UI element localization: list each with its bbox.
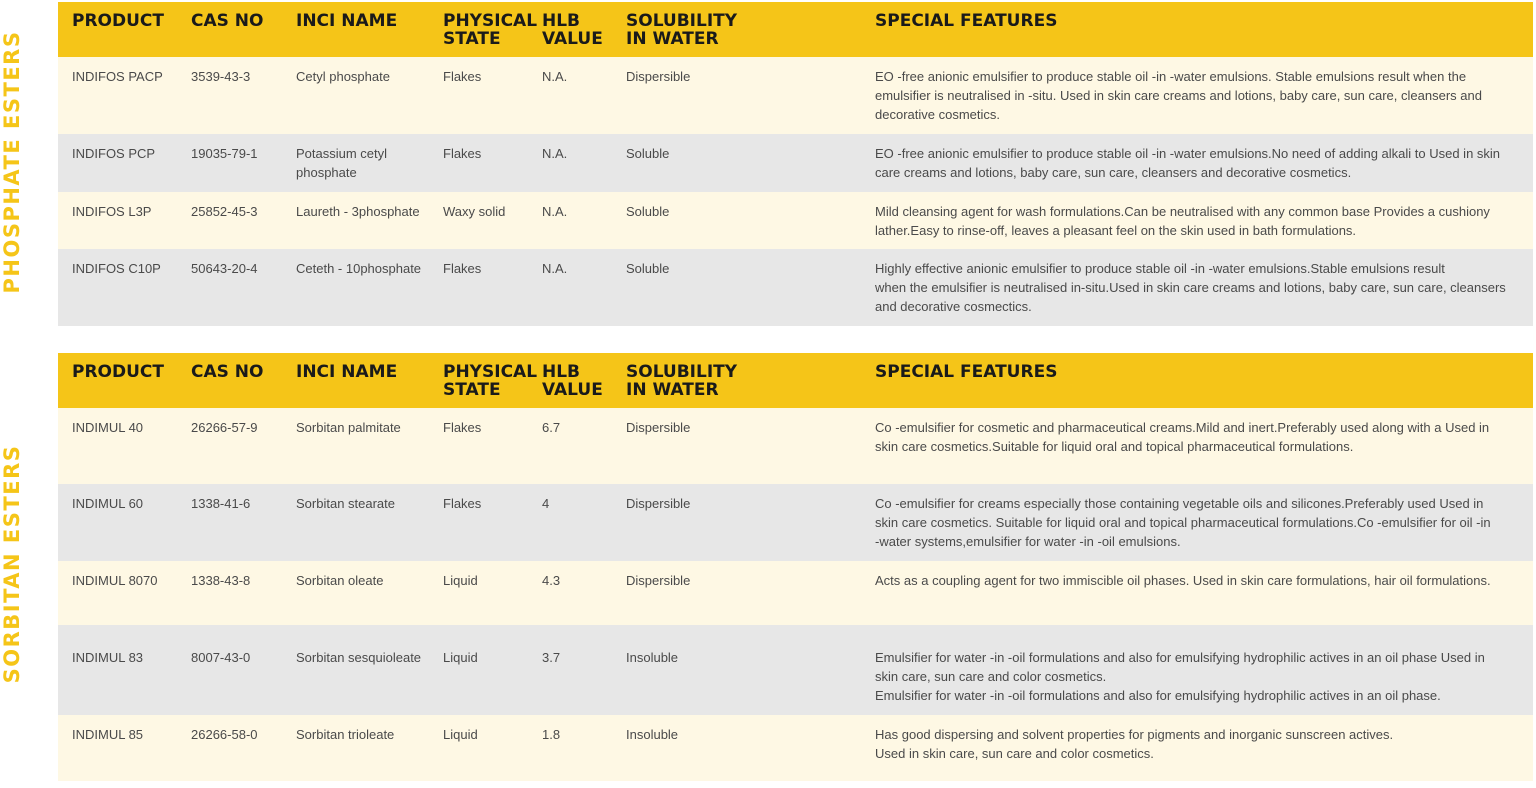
header-cas-no: CAS NO [191,362,264,382]
cell-solubility: Dispersible [626,573,691,588]
side-label-phosphate-esters: PHOSPHATE ESTERS [0,30,24,294]
table-row [58,484,1533,561]
cell-cas-no: 50643-20-4 [191,261,258,276]
cell-physical-state: Flakes [443,69,482,84]
cell-cas-no: 3539-43-3 [191,69,251,84]
cell-special-features: EO -free anionic emulsifier to produce stable oil -in -water emulsions.No need of adding alkali to Used in skin care creams and lotions, baby care, sun care, cleansers and decorative cosmetics. [875,146,1501,180]
cell-special-features: Mild cleansing agent for wash formulations.Can be neutralised with any common base Provides a cushiony lather.Easy to rinse-off, leaves a pleasant feel on the skin used in bath formulations. [875,204,1490,238]
cell-physical-state: Flakes [443,146,482,161]
cell-product: INDIMUL 40 [72,420,144,435]
cell-product: INDIMUL 85 [72,727,144,742]
header-solubility: SOLUBILITY IN WATER [626,362,738,400]
cell-product: INDIFOS L3P [72,204,152,219]
header-special-features: SPECIAL FEATURES [875,11,1058,31]
cell-hlb-value: N.A. [542,69,568,84]
cell-inci-name: Sorbitan sesquioleate [296,650,422,665]
cell-product: INDIMUL 83 [72,650,144,665]
side-label-sorbitan-esters: SORBITAN ESTERS [0,444,24,684]
table-row [58,57,1533,134]
cell-cas-no: 19035-79-1 [191,146,258,161]
cell-solubility: Insoluble [626,650,679,665]
table-row [58,408,1533,484]
cell-solubility: Insoluble [626,727,679,742]
header-inci-name: INCI NAME [296,362,398,382]
table-row [58,561,1533,625]
cell-cas-no: 26266-58-0 [191,727,258,742]
cell-solubility: Soluble [626,261,670,276]
table-row [58,192,1533,249]
cell-product: INDIFOS C10P [72,261,161,276]
header-hlb-value: HLB VALUE [542,11,603,49]
cell-inci-name: Potassium cetyl phosphate [296,146,388,180]
table-row [58,249,1533,326]
cell-hlb-value: N.A. [542,261,568,276]
cell-solubility: Soluble [626,146,670,161]
header-cas-no: CAS NO [191,11,264,31]
cell-hlb-value: N.A. [542,146,568,161]
cell-cas-no: 1338-41-6 [191,496,251,511]
cell-special-features: Acts as a coupling agent for two immiscible oil phases. Used in skin care formulations, hair oil formulations. [875,573,1491,588]
cell-inci-name: Sorbitan oleate [296,573,384,588]
cell-special-features: EO -free anionic emulsifier to produce stable oil -in -water emulsions. Stable emulsions result when the emulsifier is neutralised in -situ. Used in skin care creams and lotions, baby care, sun care, cleansers and decorative cosmetics. [875,69,1482,122]
sorbitan-esters-table [58,353,1533,781]
cell-hlb-value: N.A. [542,204,568,219]
cell-physical-state: Flakes [443,261,482,276]
cell-physical-state: Liquid [443,573,478,588]
cell-special-features: Highly effective anionic emulsifier to produce stable oil -in -water emulsions.Stable emulsions result when the emulsifier is neutralised in-situ.Used in skin care creams and lotions, baby care, sun care, cleansers and decorative cosmectics. [875,261,1506,314]
header-special-features: SPECIAL FEATURES [875,362,1058,382]
cell-inci-name: Ceteth - 10phosphate [296,261,422,276]
header-physical-state: PHYSICAL STATE [443,11,538,49]
cell-inci-name: Sorbitan stearate [296,496,396,511]
cell-solubility: Dispersible [626,496,691,511]
cell-inci-name: Sorbitan palmitate [296,420,401,435]
header-product: PRODUCT [72,362,164,382]
cell-hlb-value: 3.7 [542,650,561,665]
cell-solubility: Dispersible [626,69,691,84]
cell-inci-name: Sorbitan trioleate [296,727,395,742]
cell-product: INDIMUL 60 [72,496,144,511]
cell-special-features: Has good dispersing and solvent properties for pigments and inorganic sunscreen actives. Used in skin care, sun care and color cosmetics. [875,727,1394,761]
cell-special-features: Co -emulsifier for creams especially those containing vegetable oils and silicones.Preferably used Used in skin care cosmetics. Suitable for liquid oral and topical pharmaceutical formulations.Co -emulsifier for oil -in -water systems,emulsifier for water -in -oil emulsions. [875,496,1491,549]
cell-physical-state: Flakes [443,420,482,435]
header-physical-state: PHYSICAL STATE [443,362,538,400]
phosphate-esters-table [58,2,1533,326]
cell-inci-name: Cetyl phosphate [296,69,390,84]
table-row [58,134,1533,192]
cell-physical-state: Waxy solid [443,204,506,219]
table-row [58,625,1533,715]
header-inci-name: INCI NAME [296,11,398,31]
cell-physical-state: Liquid [443,727,478,742]
cell-cas-no: 1338-43-8 [191,573,251,588]
cell-physical-state: Liquid [443,650,478,665]
cell-hlb-value: 4.3 [542,573,561,588]
cell-physical-state: Flakes [443,496,482,511]
cell-solubility: Dispersible [626,420,691,435]
cell-cas-no: 25852-45-3 [191,204,258,219]
table-row [58,715,1533,781]
cell-product: INDIMUL 8070 [72,573,158,588]
header-solubility: SOLUBILITY IN WATER [626,11,738,49]
cell-hlb-value: 6.7 [542,420,561,435]
cell-cas-no: 8007-43-0 [191,650,251,665]
cell-solubility: Soluble [626,204,670,219]
cell-cas-no: 26266-57-9 [191,420,258,435]
cell-product: INDIFOS PACP [72,69,163,84]
cell-special-features: Co -emulsifier for cosmetic and pharmaceutical creams.Mild and inert.Preferably used along with a Used in skin care cosmetics.Suitable for liquid oral and topical pharmaceutical formulations. [875,420,1490,454]
header-product: PRODUCT [72,11,164,31]
header-hlb-value: HLB VALUE [542,362,603,400]
cell-inci-name: Laureth - 3phosphate [296,204,420,219]
cell-product: INDIFOS PCP [72,146,156,161]
cell-hlb-value: 1.8 [542,727,561,742]
table-header [58,353,1533,408]
cell-hlb-value: 4 [542,496,550,511]
table-header [58,2,1533,57]
cell-special-features: Emulsifier for water -in -oil formulations and also for emulsifying hydrophilic actives in an oil phase Used in skin care, sun care and color cosmetics. Emulsifier for water -in -oil formulations and also for emulsifying hydrophilic actives in an oil phase. [875,650,1485,703]
